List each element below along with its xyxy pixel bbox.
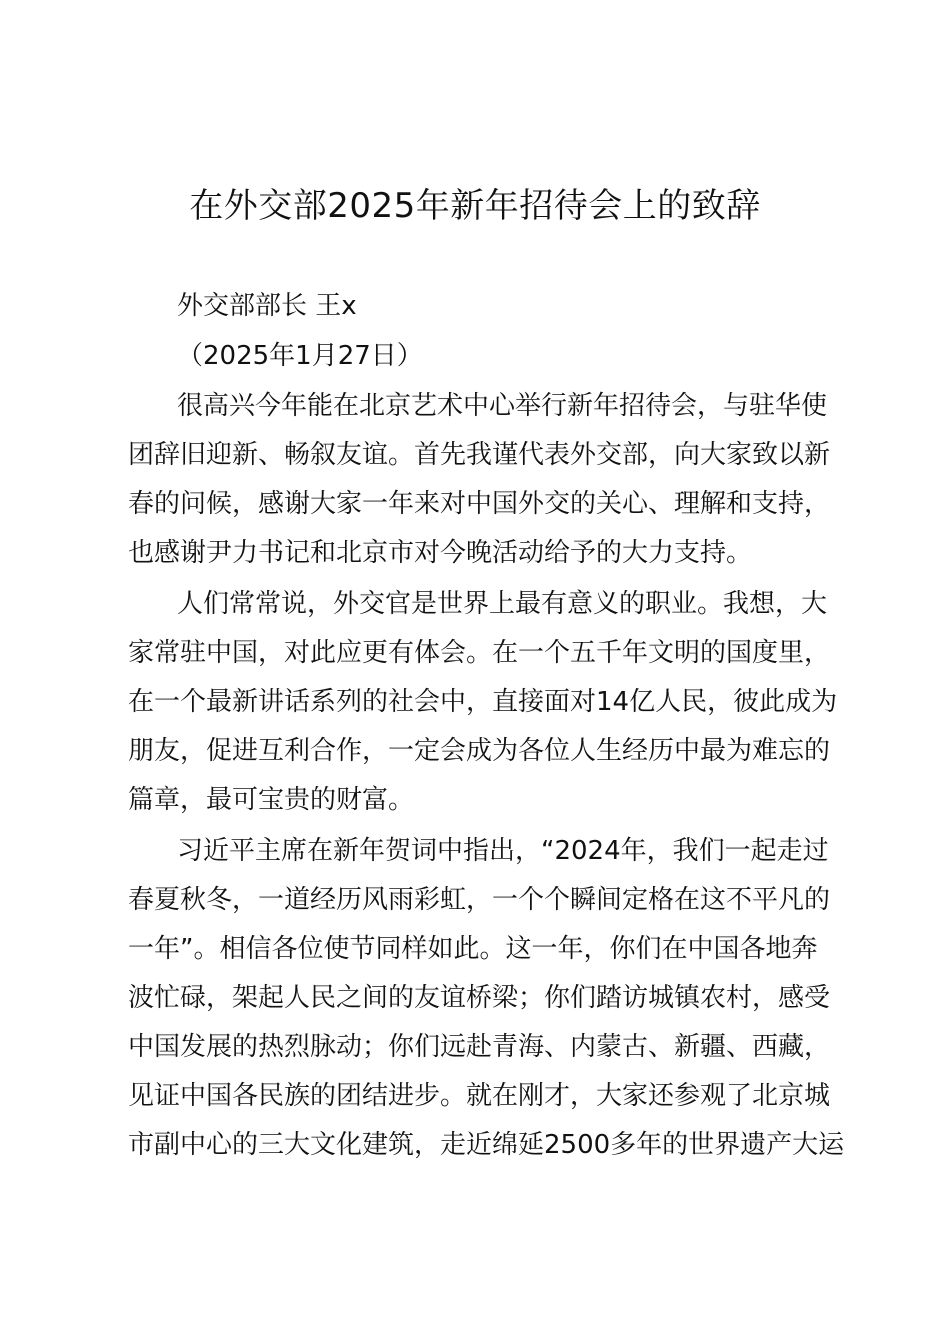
paragraph-3-line-7: 市副中心的三大文化建筑，走近绵延2500多年的世界遗产大运 [128,1130,845,1160]
paragraph-2-line-5: 篇章，最可宝贵的财富。 [128,785,415,815]
document-title: 在外交部2025年新年招待会上的致辞 [189,186,761,226]
paragraph-3-line-5: 中国发展的热烈脉动；你们远赴青海、内蒙古、新疆、西藏， [128,1032,831,1062]
paragraph-1-line-2: 团辞旧迎新、畅叙友谊。首先我谨代表外交部，向大家致以新 [128,440,831,470]
paragraph-3-line-4: 波忙碌，架起人民之间的友谊桥梁；你们踏访城镇农村，感受 [128,983,831,1013]
author-line: 外交部部长 王x [177,291,357,321]
paragraph-2-line-1: 人们常常说，外交官是世界上最有意义的职业。我想，大 [177,589,828,619]
paragraph-2-line-3: 在一个最新讲话系列的社会中，直接面对14亿人民，彼此成为 [128,687,838,717]
date-line: （2025年1月27日） [177,341,423,371]
paragraph-3-line-3: 一年”。相信各位使节同样如此。这一年，你们在中国各地奔 [128,934,818,964]
paragraph-3-line-2: 春夏秋冬，一道经历风雨彩虹，一个个瞬间定格在这不平凡的 [128,885,831,915]
paragraph-2-line-2: 家常驻中国，对此应更有体会。在一个五千年文明的国度里， [128,638,831,668]
paragraph-3-line-1: 习近平主席在新年贺词中指出，“2024年，我们一起走过 [177,836,829,866]
paragraph-1-line-3: 春的问候，感谢大家一年来对中国外交的关心、理解和支持， [128,489,831,519]
paragraph-1-line-4: 也感谢尹力书记和北京市对今晚活动给予的大力支持。 [128,538,753,568]
paragraph-1-line-1: 很高兴今年能在北京艺术中心举行新年招待会，与驻华使 [177,391,828,421]
paragraph-2-line-4: 朋友，促进互利合作，一定会成为各位人生经历中最为难忘的 [128,736,831,766]
paragraph-3-line-6: 见证中国各民族的团结进步。就在刚才，大家还参观了北京城 [128,1081,831,1111]
